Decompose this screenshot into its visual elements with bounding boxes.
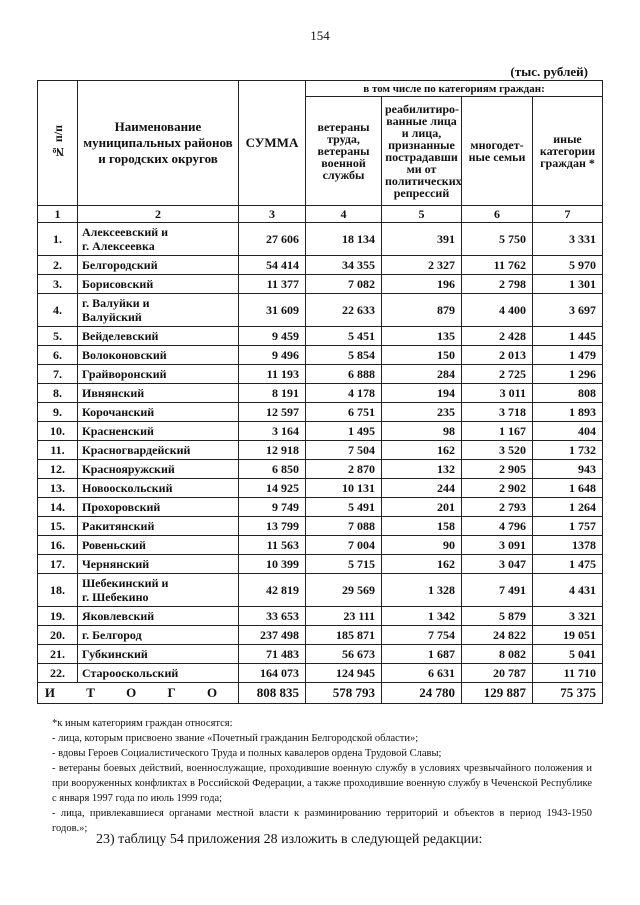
table-row <box>38 517 603 536</box>
sum-cell: 164 073 <box>239 664 306 683</box>
table-row <box>38 223 603 256</box>
other-cell: 943 <box>533 460 603 479</box>
rehab-cell: 235 <box>382 403 462 422</box>
row-number: 18. <box>38 574 78 607</box>
total-veterans: 578 793 <box>306 683 382 704</box>
veterans-cell: 185 871 <box>306 626 382 645</box>
footnote-line: - лица, привлекавшиеся органами местной власти к разминированию территорий и объектов в период 1943-1950 годов.»; <box>52 808 592 834</box>
other-cell: 1 445 <box>533 327 603 346</box>
row-number: 22. <box>38 664 78 683</box>
large-families-cell: 3 718 <box>462 403 533 422</box>
rehab-cell: 135 <box>382 327 462 346</box>
other-cell: 1 301 <box>533 275 603 294</box>
row-number: 13. <box>38 479 78 498</box>
col-number: 7 <box>533 206 603 223</box>
sum-cell: 31 609 <box>239 294 306 327</box>
page-number: 154 <box>310 28 330 43</box>
total-rehab: 24 780 <box>382 683 462 704</box>
row-number: 8. <box>38 384 78 403</box>
large-families-cell: 1 167 <box>462 422 533 441</box>
rehab-cell: 196 <box>382 275 462 294</box>
sum-cell: 71 483 <box>239 645 306 664</box>
col-number: 4 <box>306 206 382 223</box>
row-number: 10. <box>38 422 78 441</box>
veterans-cell: 5 491 <box>306 498 382 517</box>
sum-cell: 27 606 <box>239 223 306 256</box>
veterans-cell: 10 131 <box>306 479 382 498</box>
row-number: 2. <box>38 256 78 275</box>
row-number: 7. <box>38 365 78 384</box>
veterans-cell: 7 082 <box>306 275 382 294</box>
row-number: 14. <box>38 498 78 517</box>
district-name: Белгородский <box>78 256 239 275</box>
sum-cell: 54 414 <box>239 256 306 275</box>
large-families-cell: 3 047 <box>462 555 533 574</box>
rehab-cell: 284 <box>382 365 462 384</box>
rehab-cell: 194 <box>382 384 462 403</box>
sum-cell: 3 164 <box>239 422 306 441</box>
large-families-cell: 3 091 <box>462 536 533 555</box>
veterans-cell: 6 751 <box>306 403 382 422</box>
row-number: 15. <box>38 517 78 536</box>
district-name-line: г. Шебекино <box>82 590 149 604</box>
veterans-cell: 7 004 <box>306 536 382 555</box>
rehab-cell: 158 <box>382 517 462 536</box>
large-families-cell: 3 011 <box>462 384 533 403</box>
rehab-cell: 2 327 <box>382 256 462 275</box>
sum-cell: 12 918 <box>239 441 306 460</box>
rehab-cell: 244 <box>382 479 462 498</box>
district-name: Ровеньский <box>78 536 239 555</box>
col-number: 1 <box>38 206 78 223</box>
sum-cell: 9 749 <box>239 498 306 517</box>
table-row <box>38 275 603 294</box>
footnote-line: *к иным категориям граждан относятся: <box>52 718 233 729</box>
veterans-cell: 7 504 <box>306 441 382 460</box>
other-cell: 1378 <box>533 536 603 555</box>
district-name: Ивнянский <box>78 384 239 403</box>
district-name: Губкинский <box>78 645 239 664</box>
total-label: И Т О Г О <box>38 683 239 704</box>
row-number: 3. <box>38 275 78 294</box>
district-name: Краснояружский <box>78 460 239 479</box>
other-cell: 1 479 <box>533 346 603 365</box>
other-cell: 1 732 <box>533 441 603 460</box>
rehab-cell: 90 <box>382 536 462 555</box>
sum-cell: 9 459 <box>239 327 306 346</box>
district-name: Корочанский <box>78 403 239 422</box>
veterans-cell: 5 715 <box>306 555 382 574</box>
row-number: 12. <box>38 460 78 479</box>
rehab-cell: 132 <box>382 460 462 479</box>
header-name: Наименование муниципальных районов и городских округов <box>78 81 239 206</box>
large-families-cell: 2 793 <box>462 498 533 517</box>
table-row <box>38 346 603 365</box>
large-families-cell: 7 491 <box>462 574 533 607</box>
other-cell: 11 710 <box>533 664 603 683</box>
veterans-cell: 29 569 <box>306 574 382 607</box>
large-families-cell: 8 082 <box>462 645 533 664</box>
large-families-cell: 2 902 <box>462 479 533 498</box>
total-large-families: 129 887 <box>462 683 533 704</box>
other-cell: 1 757 <box>533 517 603 536</box>
row-number: 16. <box>38 536 78 555</box>
col-number: 6 <box>462 206 533 223</box>
other-cell: 19 051 <box>533 626 603 645</box>
header-num: № п/п <box>38 81 78 206</box>
footnotes <box>52 716 592 836</box>
table-header <box>38 81 603 223</box>
total-sum: 808 835 <box>239 683 306 704</box>
large-families-cell: 24 822 <box>462 626 533 645</box>
sum-cell: 11 377 <box>239 275 306 294</box>
col-number: 3 <box>239 206 306 223</box>
district-name-line: г. Валуйки и <box>82 296 150 310</box>
rehab-cell: 1 342 <box>382 607 462 626</box>
sum-cell: 10 399 <box>239 555 306 574</box>
other-cell: 808 <box>533 384 603 403</box>
large-families-cell: 5 750 <box>462 223 533 256</box>
veterans-cell: 4 178 <box>306 384 382 403</box>
district-name <box>78 223 239 256</box>
table-row <box>38 294 603 327</box>
sum-cell: 13 799 <box>239 517 306 536</box>
row-number: 6. <box>38 346 78 365</box>
district-name: Ракитянский <box>78 517 239 536</box>
large-families-cell: 4 796 <box>462 517 533 536</box>
rehab-cell: 162 <box>382 555 462 574</box>
veterans-cell: 5 451 <box>306 327 382 346</box>
header-rehabilitated: реабилитиро-ванные лица и лица, признанные пострадавши ми от политических репрессий <box>382 97 462 206</box>
total-other: 75 375 <box>533 683 603 704</box>
other-cell: 3 321 <box>533 607 603 626</box>
veterans-cell: 5 854 <box>306 346 382 365</box>
large-families-cell: 3 520 <box>462 441 533 460</box>
other-cell: 4 431 <box>533 574 603 607</box>
table-row <box>38 664 603 683</box>
row-number: 21. <box>38 645 78 664</box>
district-name: Грайворонский <box>78 365 239 384</box>
header-group: в том числе по категориям граждан: <box>306 81 603 97</box>
table-row <box>38 256 603 275</box>
row-number: 20. <box>38 626 78 645</box>
allocation-table <box>37 80 603 704</box>
other-cell: 5 041 <box>533 645 603 664</box>
rehab-cell: 879 <box>382 294 462 327</box>
header-large-families: многодет-ные семьи <box>462 97 533 206</box>
sum-cell: 33 653 <box>239 607 306 626</box>
large-families-cell: 20 787 <box>462 664 533 683</box>
sum-cell: 237 498 <box>239 626 306 645</box>
district-name: Красногвардейский <box>78 441 239 460</box>
district-name: Яковлевский <box>78 607 239 626</box>
veterans-cell: 124 945 <box>306 664 382 683</box>
table-body <box>38 223 603 704</box>
rehab-cell: 7 754 <box>382 626 462 645</box>
other-cell: 3 331 <box>533 223 603 256</box>
table-row <box>38 441 603 460</box>
district-name-line: Валуйский <box>82 310 142 324</box>
district-name-line: Шебекинский и <box>82 576 169 590</box>
district-name: Вейделевский <box>78 327 239 346</box>
table-row <box>38 645 603 664</box>
large-families-cell: 2 428 <box>462 327 533 346</box>
units-label: (тыс. рублей) <box>510 64 588 79</box>
veterans-cell: 56 673 <box>306 645 382 664</box>
sum-cell: 8 191 <box>239 384 306 403</box>
sum-cell: 9 496 <box>239 346 306 365</box>
large-families-cell: 5 879 <box>462 607 533 626</box>
district-name <box>78 574 239 607</box>
table-row <box>38 555 603 574</box>
veterans-cell: 7 088 <box>306 517 382 536</box>
large-families-cell: 2 725 <box>462 365 533 384</box>
row-number: 5. <box>38 327 78 346</box>
veterans-cell: 22 633 <box>306 294 382 327</box>
veterans-cell: 34 355 <box>306 256 382 275</box>
veterans-cell: 6 888 <box>306 365 382 384</box>
district-name-line: г. Алексеевка <box>82 239 155 253</box>
other-cell: 1 893 <box>533 403 603 422</box>
sum-cell: 11 193 <box>239 365 306 384</box>
veterans-cell: 18 134 <box>306 223 382 256</box>
row-number: 4. <box>38 294 78 327</box>
rehab-cell: 1 328 <box>382 574 462 607</box>
district-name: Прохоровский <box>78 498 239 517</box>
large-families-cell: 2 013 <box>462 346 533 365</box>
large-families-cell: 4 400 <box>462 294 533 327</box>
amendment-instruction: 23) таблицу 54 приложения 28 изложить в следующей редакции: <box>96 832 483 847</box>
district-name <box>78 294 239 327</box>
sum-cell: 11 563 <box>239 536 306 555</box>
table-row <box>38 460 603 479</box>
col-number: 2 <box>78 206 239 223</box>
table-row <box>38 365 603 384</box>
district-name: Борисовский <box>78 275 239 294</box>
table-row <box>38 626 603 645</box>
header-other: иные категории граждан * <box>533 97 603 206</box>
table-row <box>38 574 603 607</box>
other-cell: 404 <box>533 422 603 441</box>
total-row <box>38 683 603 704</box>
row-number: 19. <box>38 607 78 626</box>
table-row <box>38 327 603 346</box>
table-row <box>38 403 603 422</box>
district-name: г. Белгород <box>78 626 239 645</box>
sum-cell: 14 925 <box>239 479 306 498</box>
table-row <box>38 422 603 441</box>
row-number: 11. <box>38 441 78 460</box>
sum-cell: 6 850 <box>239 460 306 479</box>
footnote-line: - ветераны боевых действий, военнослужащие, проходившие военную службу в условиях чрезвычайного положения и при вооруженных конфликтах в Российской Федерации, а также проходившие военную службу в Чеченской Республике с января 1997 года по июль 1999 года; <box>52 763 592 804</box>
large-families-cell: 2 905 <box>462 460 533 479</box>
veterans-cell: 2 870 <box>306 460 382 479</box>
other-cell: 1 264 <box>533 498 603 517</box>
rehab-cell: 162 <box>382 441 462 460</box>
header-sum: СУММА <box>239 81 306 206</box>
table-row <box>38 536 603 555</box>
district-name: Старооскольский <box>78 664 239 683</box>
table-row <box>38 384 603 403</box>
district-name: Чернянский <box>78 555 239 574</box>
district-name-line: Алексеевский и <box>82 225 169 239</box>
sum-cell: 42 819 <box>239 574 306 607</box>
table-row <box>38 607 603 626</box>
row-number: 1. <box>38 223 78 256</box>
rehab-cell: 150 <box>382 346 462 365</box>
large-families-cell: 2 798 <box>462 275 533 294</box>
row-number: 17. <box>38 555 78 574</box>
rehab-cell: 391 <box>382 223 462 256</box>
table-row <box>38 498 603 517</box>
table-row <box>38 479 603 498</box>
col-number: 5 <box>382 206 462 223</box>
other-cell: 1 296 <box>533 365 603 384</box>
footnote-line: - лица, которым присвоено звание «Почетный гражданин Белгородской области»; <box>52 733 419 744</box>
large-families-cell: 11 762 <box>462 256 533 275</box>
row-number: 9. <box>38 403 78 422</box>
veterans-cell: 1 495 <box>306 422 382 441</box>
other-cell: 3 697 <box>533 294 603 327</box>
other-cell: 5 970 <box>533 256 603 275</box>
veterans-cell: 23 111 <box>306 607 382 626</box>
rehab-cell: 201 <box>382 498 462 517</box>
rehab-cell: 1 687 <box>382 645 462 664</box>
footnote-line: - вдовы Героев Социалистического Труда и полных кавалеров ордена Трудовой Славы; <box>52 748 442 759</box>
sum-cell: 12 597 <box>239 403 306 422</box>
other-cell: 1 475 <box>533 555 603 574</box>
district-name: Красненский <box>78 422 239 441</box>
rehab-cell: 6 631 <box>382 664 462 683</box>
header-veterans: ветераны труда, ветераны военной службы <box>306 97 382 206</box>
other-cell: 1 648 <box>533 479 603 498</box>
rehab-cell: 98 <box>382 422 462 441</box>
district-name: Волоконовский <box>78 346 239 365</box>
district-name: Новооскольский <box>78 479 239 498</box>
